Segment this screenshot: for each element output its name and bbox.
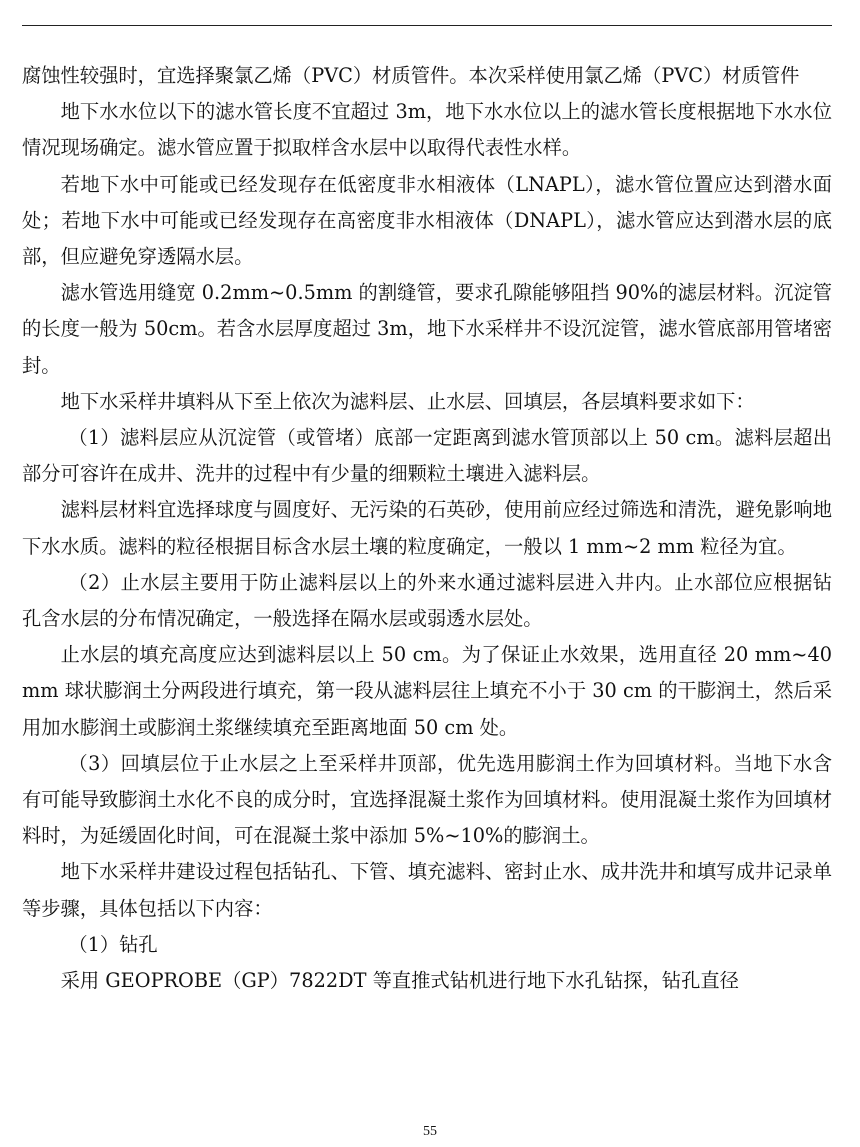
paragraph-seal-layer: （2）止水层主要用于防止滤料层以上的外来水通过滤料层进入井内。止水部位应根据钻孔含水层的分布情况确定，一般选择在隔水层或弱透水层处。 xyxy=(22,570,832,631)
paragraph-seal-height: 止水层的填充高度应达到滤料层以上 50 cm。为了保证止水效果，选用直径 20 mm~40 mm 球状膨润土分两段进行填充，第一段从滤料层往上填充不小于 30 cm 的干膨润土，然后采用加水膨润土或膨润土浆继续填充至距离地面 50 cm 处。 xyxy=(22,643,832,739)
paragraph-filter-layer: （1）滤料层应从沉淀管（或管堵）底部一定距离到滤水管顶部以上 50 cm。滤料层超出部分可容许在成井、洗井的过程中有少量的细颗粒土壤进入滤料层。 xyxy=(22,426,832,486)
section-heading-drilling: （1）钻孔 xyxy=(68,932,158,956)
document-body xyxy=(22,58,832,999)
paragraph-filling-order: 地下水采样井填料从下至上依次为滤料层、止水层、回填层，各层填料要求如下： xyxy=(60,389,755,413)
paragraph-filter-material: 滤料层材料宜选择球度与圆度好、无污染的石英砂，使用前应经过筛选和清洗，避免影响地下水水质。滤料的粒径根据目标含水层土壤的粒度确定，一般以 1 mm~2 mm 粒径为宜。 xyxy=(22,498,832,558)
paragraph-well-construction: 地下水采样井建设过程包括钻孔、下管、填充滤料、密封止水、成井洗井和填写成井记录单等步骤，具体包括以下内容： xyxy=(22,860,832,920)
page-number: 55 xyxy=(423,1124,437,1139)
header-rule xyxy=(22,25,832,26)
paragraph-napl-position: 若地下水中可能或已经发现存在低密度非水相液体（LNAPL），滤水管位置应达到潜水面处；若地下水中可能或已经发现存在高密度非水相液体（DNAPL），滤水管应达到潜水层的底部，但应避免穿透隔水层。 xyxy=(22,172,832,269)
paragraph-slotted-pipe: 滤水管选用缝宽 0.2mm~0.5mm 的割缝管，要求孔隙能够阻挡 90%的滤层材料。沉淀管的长度一般为 50cm。若含水层厚度超过 3m，地下水采样井不设沉淀管，滤水管底部用管堵密封。 xyxy=(22,281,832,377)
paragraph-backfill-layer: （3）回填层位于止水层之上至采样井顶部，优先选用膨润土作为回填材料。当地下水含有可能导致膨润土水化不良的成分时，宜选择混凝土浆作为回填材料。使用混凝土浆作为回填材料时，为延缓固化时间，可在混凝土浆中添加 5%~10%的膨润土。 xyxy=(22,751,832,848)
paragraph-drilling-method: 采用 GEOPROBE（GP）7822DT 等直推式钻机进行地下水孔钻探，钻孔直径 xyxy=(60,969,739,993)
paragraph-pvc-material: 腐蚀性较强时，宜选择聚氯乙烯（PVC）材质管件。本次采样使用氯乙烯（PVC）材质管件 xyxy=(22,64,800,87)
paragraph-filter-pipe-length: 地下水水位以下的滤水管长度不宜超过 3m，地下水水位以上的滤水管长度根据地下水水位情况现场确定。滤水管应置于拟取样含水层中以取得代表性水样。 xyxy=(22,100,832,160)
